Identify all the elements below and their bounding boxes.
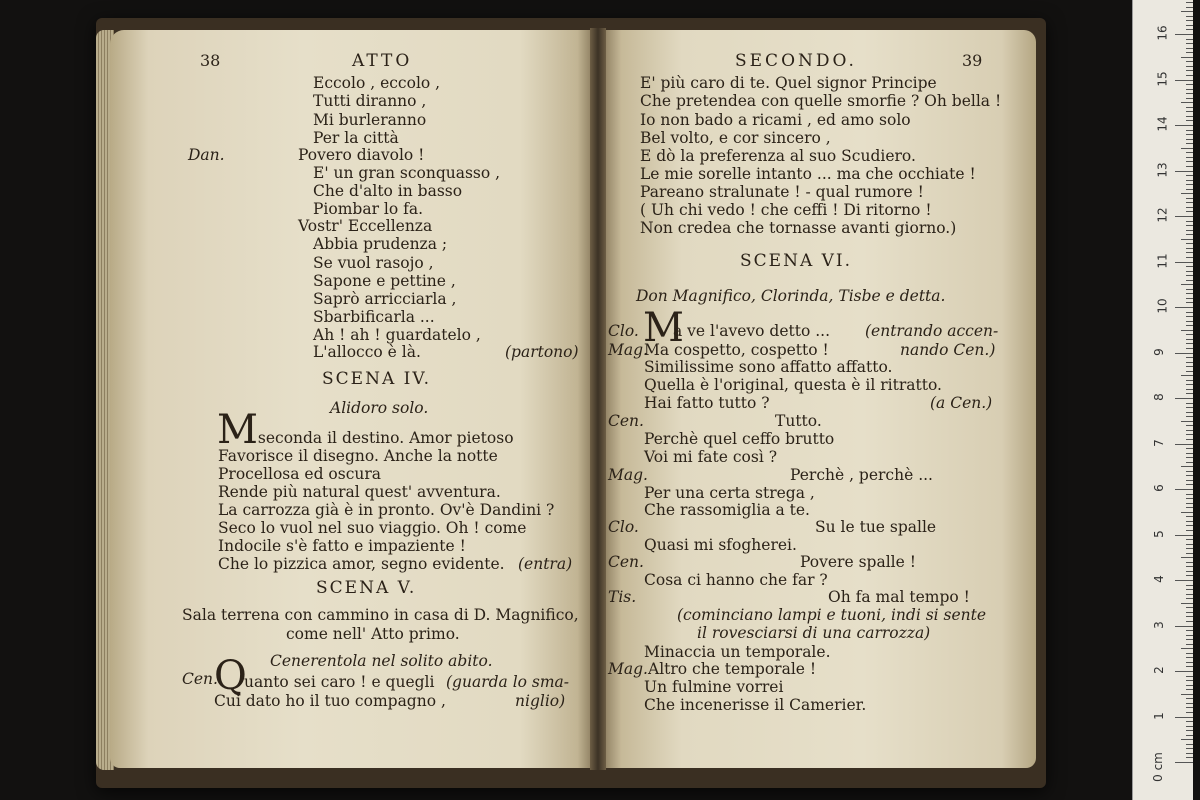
stage-direction: nando Cen.) <box>900 341 996 359</box>
ruler-tick <box>1186 371 1193 372</box>
ruler-tick <box>1186 680 1193 681</box>
verse-line: Tutto. <box>775 412 822 430</box>
ruler-tick <box>1181 375 1193 376</box>
stage-direction: (entrando accen- <box>865 322 999 340</box>
verse-line: Che rassomiglia a te. <box>644 501 810 519</box>
ruler-tick <box>1181 57 1193 58</box>
ruler-tick <box>1186 516 1193 517</box>
verse-line: Minaccia un temporale. <box>644 643 831 661</box>
verse-line: Che d'alto in basso <box>313 182 463 200</box>
ruler-tick <box>1186 621 1193 622</box>
ruler-tick <box>1186 471 1193 472</box>
ruler-tick <box>1186 161 1193 162</box>
ruler-tick <box>1186 7 1193 8</box>
ruler-tick <box>1186 726 1193 727</box>
ruler-label: 15 <box>1155 70 1170 87</box>
ruler-tick <box>1186 657 1193 658</box>
ruler-tick <box>1186 475 1193 476</box>
ruler-tick <box>1186 230 1193 231</box>
verse-line: E' più caro di te. Quel signor Principe <box>640 74 937 92</box>
verse-line: Su le tue spalle <box>815 518 937 536</box>
ruler-tick <box>1175 353 1193 354</box>
ruler-tick <box>1175 398 1193 399</box>
ruler-tick <box>1175 444 1193 445</box>
verse-line: Ma cospetto, cospetto ! <box>644 341 829 359</box>
ruler-tick <box>1186 89 1193 90</box>
ruler-tick <box>1186 598 1193 599</box>
ruler-tick <box>1186 448 1193 449</box>
ruler-tick <box>1186 357 1193 358</box>
ruler-tick <box>1175 307 1193 308</box>
verse-line: Hai fatto tutto ? <box>644 394 770 412</box>
ruler-tick <box>1181 421 1193 422</box>
ruler-tick <box>1175 262 1193 263</box>
verse-line: i seconda il destino. Amor pietoso <box>248 429 514 447</box>
ruler-tick <box>1186 43 1193 44</box>
ruler-tick <box>1186 362 1193 363</box>
stage-direction: (entra) <box>518 555 573 573</box>
ruler-tick <box>1186 134 1193 135</box>
ruler-tick <box>1186 544 1193 545</box>
speaker-label: Mag. <box>608 466 648 484</box>
ruler-tick <box>1186 407 1193 408</box>
ruler-tick <box>1186 116 1193 117</box>
ruler-tick <box>1186 562 1193 563</box>
verse-line: Le mie sorelle intanto ... ma che occhiate ! <box>640 165 976 183</box>
ruler-label: 1 <box>1151 711 1166 720</box>
verse-line: Favorisce il disegno. Anche la notte <box>218 447 498 465</box>
ruler-tick <box>1186 589 1193 590</box>
verse-line: Quella è l'original, questa è il ritratto. <box>644 376 942 394</box>
ruler-tick <box>1181 239 1193 240</box>
ruler-tick <box>1181 330 1193 331</box>
ruler-tick <box>1186 393 1193 394</box>
scene-setting: come nell' Atto primo. <box>286 625 460 643</box>
ruler-tick <box>1186 257 1193 258</box>
verse-line: Pareano stralunate ! - qual rumore ! <box>640 183 924 201</box>
verse-line: uanto sei caro ! e quegli <box>244 673 435 691</box>
ruler-tick <box>1186 753 1193 754</box>
ruler-tick <box>1186 211 1193 212</box>
ruler-tick <box>1186 66 1193 67</box>
ruler-label: 14 <box>1155 116 1170 132</box>
ruler-tick <box>1186 484 1193 485</box>
ruler-tick <box>1186 553 1193 554</box>
speaker-label: Dan. <box>188 146 225 164</box>
ruler-tick <box>1186 252 1193 253</box>
ruler-tick <box>1186 312 1193 313</box>
ruler-tick <box>1186 39 1193 40</box>
drop-capital: M <box>217 407 258 453</box>
verse-line: Quasi mi sfogherei. <box>644 536 797 554</box>
ruler-tick <box>1186 666 1193 667</box>
ruler-tick <box>1186 616 1193 617</box>
ruler-tick <box>1186 757 1193 758</box>
ruler-tick <box>1186 84 1193 85</box>
right-page-number: 39 <box>962 51 983 70</box>
stage-direction: (cominciano lampi e tuoni, indi si sente <box>677 606 987 624</box>
scene-title: SCENA V. <box>316 578 417 598</box>
ruler-label: 5 <box>1151 529 1166 538</box>
ruler-tick <box>1181 694 1193 695</box>
ruler-tick <box>1186 184 1193 185</box>
ruler-tick <box>1186 685 1193 686</box>
ruler-tick <box>1186 198 1193 199</box>
stage-direction: (a Cen.) <box>930 394 993 412</box>
ruler-tick <box>1186 644 1193 645</box>
ruler-label: 4 <box>1151 575 1166 583</box>
verse-line: Eccolo , eccolo , <box>313 74 441 92</box>
ruler-tick <box>1186 380 1193 381</box>
verse-line: E' un gran sconquasso , <box>313 164 501 182</box>
ruler-tick <box>1186 348 1193 349</box>
ruler-tick <box>1181 739 1193 740</box>
ruler-tick <box>1186 412 1193 413</box>
left-running-head: ATTO <box>352 51 413 71</box>
ruler-tick <box>1186 594 1193 595</box>
verse-line: Altro che temporale ! <box>648 660 817 678</box>
ruler-tick <box>1186 607 1193 608</box>
scene-title: SCENA VI. <box>740 251 853 271</box>
ruler-tick <box>1186 48 1193 49</box>
ruler-tick <box>1186 75 1193 76</box>
ruler-tick <box>1186 111 1193 112</box>
ruler-tick <box>1186 343 1193 344</box>
measurement-ruler <box>1132 0 1193 800</box>
ruler-tick <box>1186 453 1193 454</box>
verse-line: Perchè , perchè ... <box>790 466 933 484</box>
verse-line: Tutti diranno , <box>313 92 427 110</box>
ruler-tick <box>1186 266 1193 267</box>
verse-line: Bel volto, e cor sincero , <box>640 129 831 147</box>
ruler-label: 13 <box>1155 161 1170 178</box>
ruler-tick <box>1186 744 1193 745</box>
verse-line: Rende più natural quest' avventura. <box>218 483 501 501</box>
ruler-tick <box>1186 425 1193 426</box>
ruler-tick <box>1175 762 1193 763</box>
ruler-tick <box>1186 221 1193 222</box>
ruler-tick <box>1186 234 1193 235</box>
ruler-tick <box>1175 580 1193 581</box>
stage-direction: niglio) <box>515 692 566 710</box>
verse-line: Perchè quel ceffo brutto <box>644 430 835 448</box>
ruler-tick <box>1186 207 1193 208</box>
ruler-tick <box>1186 721 1193 722</box>
verse-line: Se vuol rasojo , <box>313 254 434 272</box>
ruler-tick <box>1181 102 1193 103</box>
ruler-tick <box>1186 152 1193 153</box>
ruler-tick <box>1186 29 1193 30</box>
ruler-label: 12 <box>1155 207 1170 223</box>
ruler-tick <box>1186 325 1193 326</box>
verse-line: Seco lo vuol nel suo viaggio. Oh ! come <box>218 519 527 537</box>
ruler-tick <box>1186 748 1193 749</box>
speaker-label: Clo. <box>608 518 639 536</box>
ruler-tick <box>1186 457 1193 458</box>
ruler-tick <box>1186 280 1193 281</box>
ruler-tick <box>1181 148 1193 149</box>
speaker-label: Clo. <box>608 322 639 340</box>
ruler-tick <box>1181 11 1193 12</box>
ruler-tick <box>1186 2 1193 3</box>
ruler-tick <box>1186 120 1193 121</box>
ruler-tick <box>1186 298 1193 299</box>
ruler-tick <box>1186 730 1193 731</box>
left-page-number: 38 <box>200 51 221 70</box>
ruler-tick <box>1186 52 1193 53</box>
ruler-tick <box>1186 707 1193 708</box>
ruler-label: 8 <box>1151 393 1166 401</box>
ruler-label: 7 <box>1151 438 1166 447</box>
ruler-tick <box>1186 61 1193 62</box>
verse-line: La carrozza già è in pronto. Ov'è Dandini ? <box>218 501 555 519</box>
drop-capital: Q <box>214 653 247 699</box>
ruler-tick <box>1186 548 1193 549</box>
ruler-tick <box>1181 603 1193 604</box>
ruler-tick <box>1175 125 1193 126</box>
ruler-tick <box>1186 416 1193 417</box>
verse-line: Povero diavolo ! <box>298 146 425 164</box>
ruler-tick <box>1186 735 1193 736</box>
verse-line: Similissime sono affatto affatto. <box>644 358 893 376</box>
right-running-head: SECONDO. <box>735 51 857 71</box>
ruler-tick <box>1186 639 1193 640</box>
verse-line: Ah ! ah ! guardatelo , <box>313 326 481 344</box>
ruler-tick <box>1186 248 1193 249</box>
ruler-tick <box>1181 648 1193 649</box>
ruler-tick <box>1181 193 1193 194</box>
ruler-tick <box>1186 271 1193 272</box>
ruler-tick <box>1186 202 1193 203</box>
scene-subtitle: Alidoro solo. <box>330 399 429 417</box>
ruler-tick <box>1186 321 1193 322</box>
ruler-label: 2 <box>1151 666 1166 674</box>
ruler-tick <box>1186 585 1193 586</box>
ruler-tick <box>1175 489 1193 490</box>
ruler-label: 3 <box>1151 620 1166 629</box>
ruler-tick <box>1186 130 1193 131</box>
verse-line: Saprò arricciarla , <box>313 290 457 308</box>
ruler-tick <box>1181 512 1193 513</box>
ruler-tick <box>1186 430 1193 431</box>
ruler-tick <box>1186 93 1193 94</box>
ruler-tick <box>1186 575 1193 576</box>
verse-line: Cui dato ho il tuo compagno , <box>214 692 446 710</box>
ruler-tick <box>1186 316 1193 317</box>
ruler-tick <box>1186 143 1193 144</box>
ruler-tick <box>1186 107 1193 108</box>
verse-line: Un fulmine vorrei <box>644 678 784 696</box>
ruler-tick <box>1186 439 1193 440</box>
ruler-tick <box>1186 530 1193 531</box>
verse-line: Piombar lo fa. <box>313 200 424 218</box>
ruler-tick <box>1186 189 1193 190</box>
ruler-tick <box>1175 34 1193 35</box>
book-gutter <box>590 28 606 770</box>
ruler-tick <box>1181 284 1193 285</box>
ruler-tick <box>1186 676 1193 677</box>
ruler-tick <box>1186 498 1193 499</box>
verse-line: Che lo pizzica amor, segno evidente. <box>218 555 505 573</box>
verse-line: Che pretendea con quelle smorfie ? Oh bella ! <box>640 92 1002 110</box>
verse-line: Mi burleranno <box>313 111 427 129</box>
verse-line: Per la città <box>313 129 399 147</box>
speaker-label: Cen. <box>608 412 644 430</box>
ruler-tick <box>1186 525 1193 526</box>
speaker-label: Cen. <box>608 553 644 571</box>
ruler-tick <box>1186 70 1193 71</box>
ruler-tick <box>1186 521 1193 522</box>
ruler-tick <box>1186 20 1193 21</box>
ruler-tick <box>1186 566 1193 567</box>
ruler-tick <box>1186 507 1193 508</box>
ruler-tick <box>1186 157 1193 158</box>
ruler-tick <box>1186 480 1193 481</box>
ruler-tick <box>1186 503 1193 504</box>
ruler-label: 11 <box>1155 252 1170 269</box>
ruler-tick <box>1186 139 1193 140</box>
ruler-tick <box>1186 662 1193 663</box>
ruler-tick <box>1186 302 1193 303</box>
ruler-tick <box>1186 25 1193 26</box>
ruler-tick <box>1186 698 1193 699</box>
verse-line: Io non bado a ricami , ed amo solo <box>640 111 911 129</box>
ruler-label: 10 <box>1155 298 1170 314</box>
ruler-tick <box>1175 717 1193 718</box>
ruler-tick <box>1186 462 1193 463</box>
scene-setting: Sala terrena con cammino in casa di D. Magnifico, <box>182 606 579 624</box>
ruler-tick <box>1186 703 1193 704</box>
verse-line: Sbarbificarla ... <box>313 308 435 326</box>
verse-line: E dò la preferenza al suo Scudiero. <box>640 147 916 165</box>
verse-line: Abbia prudenza ; <box>313 235 448 253</box>
verse-line: Sapone e pettine , <box>313 272 456 290</box>
speaker-label: Mag. <box>608 660 648 678</box>
ruler-tick <box>1186 712 1193 713</box>
ruler-unit-label: 0 cm <box>1150 752 1165 782</box>
verse-line: a ve l'avevo detto ... <box>673 322 831 340</box>
ruler-tick <box>1175 80 1193 81</box>
ruler-tick <box>1186 612 1193 613</box>
ruler-tick <box>1186 653 1193 654</box>
scene-title: SCENA IV. <box>322 369 432 389</box>
speaker-label: Mag. <box>608 341 648 359</box>
ruler-tick <box>1186 389 1193 390</box>
ruler-tick <box>1186 403 1193 404</box>
ruler-tick <box>1186 275 1193 276</box>
ruler-tick <box>1186 334 1193 335</box>
ruler-tick <box>1186 434 1193 435</box>
drop-capital: M <box>643 305 684 351</box>
verse-line: Voi mi fate così ? <box>644 448 778 466</box>
verse-line: Per una certa strega , <box>644 484 815 502</box>
ruler-tick <box>1186 384 1193 385</box>
verse-line: Povere spalle ! <box>800 553 916 571</box>
stage-direction: il rovesciarsi di una carrozza) <box>697 624 931 642</box>
scene-subtitle: Cenerentola nel solito abito. <box>270 652 493 670</box>
ruler-tick <box>1175 216 1193 217</box>
speaker-label: Cen. <box>182 670 218 688</box>
verse-line: Procellosa ed oscura <box>218 465 382 483</box>
ruler-tick <box>1186 630 1193 631</box>
scene-subtitle: Don Magnifico, Clorinda, Tisbe e detta. <box>636 287 946 305</box>
ruler-tick <box>1175 171 1193 172</box>
stage-direction: (guarda lo sma- <box>446 673 570 691</box>
ruler-label: 6 <box>1151 484 1166 492</box>
ruler-tick <box>1181 466 1193 467</box>
ruler-tick <box>1186 166 1193 167</box>
speaker-label: Tis. <box>608 588 637 606</box>
verse-line: Non credea che tornasse avanti giorno.) <box>640 219 957 237</box>
ruler-tick <box>1186 180 1193 181</box>
ruler-tick <box>1186 16 1193 17</box>
ruler-tick <box>1181 557 1193 558</box>
ruler-tick <box>1175 535 1193 536</box>
verse-line: Indocile s'è fatto e impaziente ! <box>218 537 466 555</box>
ruler-tick <box>1186 293 1193 294</box>
verse-line: L'allocco è là. <box>313 343 421 361</box>
verse-line: Cosa ci hanno che far ? <box>644 571 828 589</box>
ruler-label: 16 <box>1155 25 1170 41</box>
ruler-tick <box>1186 289 1193 290</box>
ruler-tick <box>1186 366 1193 367</box>
ruler-tick <box>1186 571 1193 572</box>
verse-line: Che incenerisse il Camerier. <box>644 696 867 714</box>
verse-line: Vostr' Eccellenza <box>298 217 433 235</box>
ruler-tick <box>1186 339 1193 340</box>
ruler-tick <box>1186 689 1193 690</box>
ruler-tick <box>1186 494 1193 495</box>
ruler-tick <box>1186 539 1193 540</box>
ruler-tick <box>1186 175 1193 176</box>
verse-line: ( Uh chi vedo ! che ceffi ! Di ritorno ! <box>640 201 932 219</box>
ruler-tick <box>1186 635 1193 636</box>
ruler-tick <box>1186 225 1193 226</box>
ruler-tick <box>1175 671 1193 672</box>
verse-line: Oh fa mal tempo ! <box>828 588 970 606</box>
ruler-label: 9 <box>1151 347 1166 356</box>
ruler-tick <box>1186 98 1193 99</box>
ruler-tick <box>1175 626 1193 627</box>
stage-direction: (partono) <box>505 343 579 361</box>
ruler-tick <box>1186 243 1193 244</box>
